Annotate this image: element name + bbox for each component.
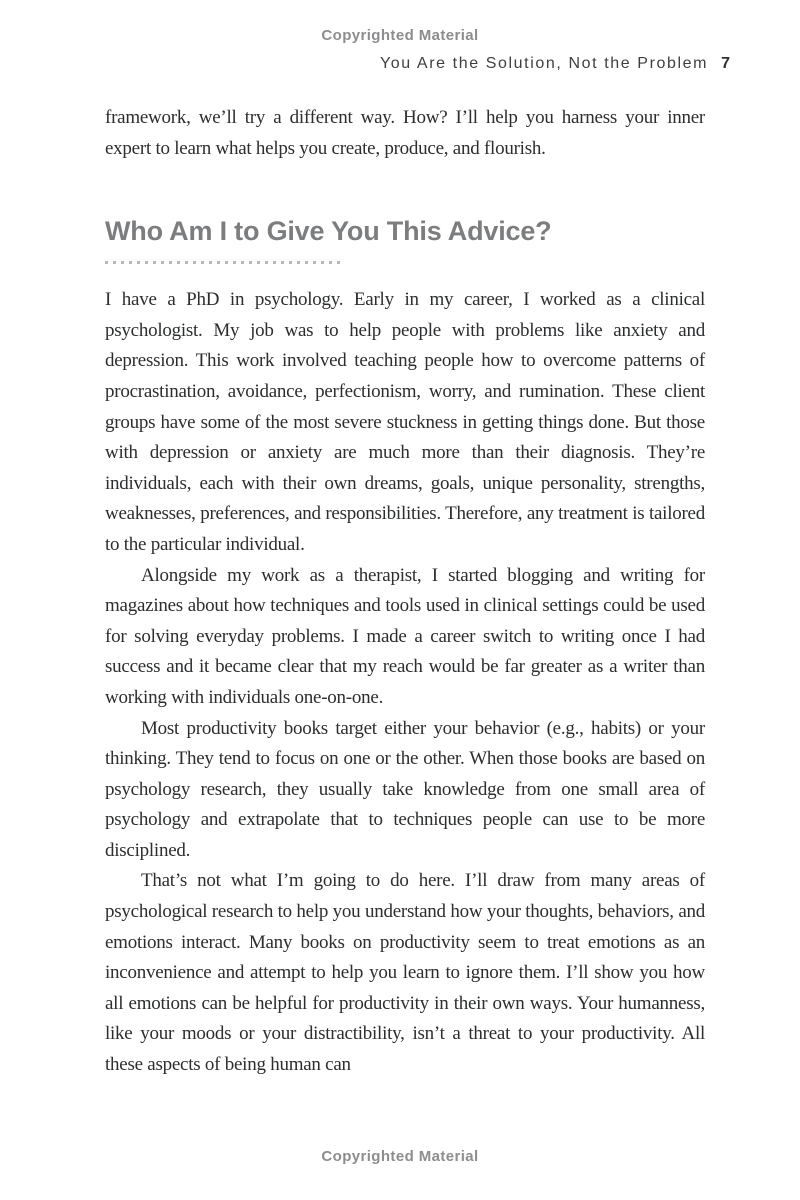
intro-paragraph: framework, we’ll try a different way. How? I’ll help you harness your inner expert to learn what helps you create, produce, and flourish. [105, 107, 705, 159]
page-number: 7 [721, 55, 730, 72]
copyright-notice-bottom: Copyrighted Material [321, 1148, 479, 1165]
running-head-title: You Are the Solution, Not the Problem [379, 55, 709, 72]
section-paragraph-3: Most productivity books target either your behavior (e.g., habits) or your thinking. They tend to focus on one or the other. When those books are based on psychology research, they usually take knowledge from one small area of psychology and extrapolate that to techniques people can use to be more disciplined. [105, 717, 705, 861]
section-paragraph-2: Alongside my work as a therapist, I started blogging and writing for magazines about how techniques and tools used in clinical settings could be used for solving everyday problems. I made a career switch to writing once I had success and it became clear that my reach would be far greater as a writer than working with individuals one-on-one. [105, 564, 705, 708]
section-paragraph-4: That’s not what I’m going to do here. I’ll draw from many areas of psychological research to help you understand how your thoughts, behaviors, and emotions interact. Many books on productivity seem to treat emotions as an inconvenience and attempt to help you learn to ignore them. I’ll show you how all emotions can be helpful for productivity in their own ways. Your humanness, like your moods or your distractibility, isn’t a threat to your productivity. All these aspects of being human can [105, 870, 705, 1076]
section-paragraph-1: I have a PhD in psychology. Early in my career, I worked as a clinical psychologist. My job was to help people with problems like anxiety and depression. This work involved teaching people how to overcome patterns of procrastination, avoidance, perfectionism, worry, and rumination. These client groups have some of the most severe stuckness in getting things done. But those with depression or anxiety are much more than their diagnosis. They’re individuals, each with their own dreams, goals, unique personality, strengths, weaknesses, preferences, and responsibilities. Therefore, any treatment is tailored to the particular individual. [105, 289, 705, 555]
running-head [380, 55, 730, 73]
dotted-rule [105, 261, 342, 264]
section-heading: Who Am I to Give You This Advice? [105, 216, 552, 247]
page-content [105, 103, 705, 1081]
copyright-notice-top: Copyrighted Material [321, 27, 479, 44]
